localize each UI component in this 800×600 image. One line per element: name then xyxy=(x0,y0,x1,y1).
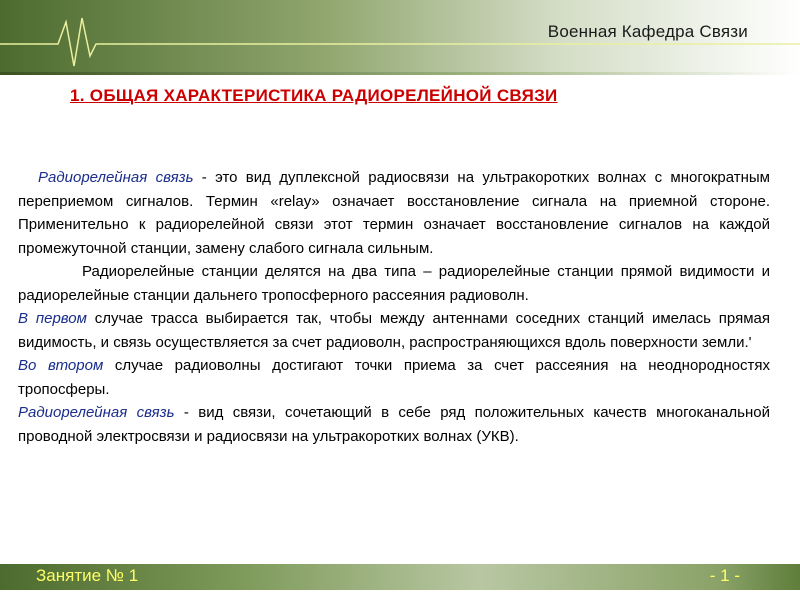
term: В первом xyxy=(18,310,87,327)
paragraph-text: случае радиоволны достигают точки приема за счет рассеяния на неоднородностях тропосферы. xyxy=(18,357,771,398)
term: Радиорелейная связь xyxy=(18,404,175,421)
header-title: Военная Кафедра Связи xyxy=(547,22,748,41)
paragraph-text: случае трасса выбирается так, чтобы между антеннами соседних станций имелась прямая видимость, и связь осуществляется за счет радиоволн, распространяющихся вдоль поверхности земли.' xyxy=(18,310,770,351)
paragraph-text: Радиорелейные станции делятся на два типа – радиорелейные станции прямой видимости и радиорелейные станции дальнего тропосферного рассеяния радиоволн. xyxy=(18,263,770,304)
paragraph-text: - это вид дуплексной радиосвязи на ультракоротких волнах с многократным переприемом сигналов. Термин «relay» означает восстановление сигнала на приемной стороне. Применительно к радиорелейной связи этот термин означает восстановление сигналов на каждой промежуточной станции, замену слабого сигнала сильным. xyxy=(18,169,770,257)
paragraph-5 xyxy=(18,401,770,448)
paragraph-text: - вид связи, сочетающий в себе ряд положительных качеств многоканальной проводной электросвязи и радиосвязи на ультракоротких волнах (УКВ). xyxy=(18,404,770,445)
paragraph-4 xyxy=(18,354,770,401)
paragraph-3 xyxy=(18,307,770,354)
paragraph-2 xyxy=(18,260,770,307)
lesson-label: Занятие № 1 xyxy=(36,566,139,585)
term: Во втором xyxy=(18,357,104,374)
page-number: - 1 - xyxy=(709,566,740,585)
body-text xyxy=(18,166,770,448)
term: Радиорелейная связь xyxy=(38,169,194,186)
page-title: 1. ОБЩАЯ ХАРАКТЕРИСТИКА РАДИОРЕЛЕЙНОЙ СВЯЗИ xyxy=(70,86,558,105)
paragraph-1 xyxy=(18,166,770,260)
